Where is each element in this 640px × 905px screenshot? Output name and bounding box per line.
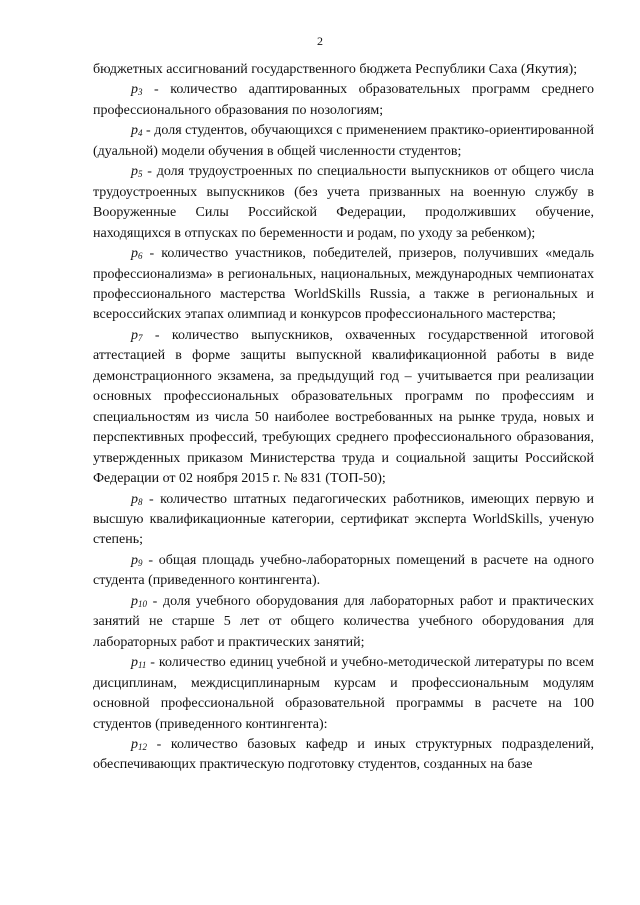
paragraph-text: - количество штатных педагогических работников, имеющих первую и высшую квалификационные категории, сертификат эксперта WorldSkills, ученую степень; [93,491,594,548]
indicator-symbol: $p_9$ [131,552,143,568]
paragraph-p3 [93,80,594,121]
paragraph-p6 [93,244,594,326]
page-number: 2 [317,34,323,48]
paragraph-text: - доля трудоустроенных по специальности выпускников от общего числа трудоустроенных выпускников (без учета призванных на военную службу в Вооруженные Силы Российской Федерации, продолживших обучение, находящихся в отпусках по беременности и родам, по уходу за ребенком); [93,164,594,241]
paragraph-text: - доля учебного оборудования для лабораторных работ и практических занятий не старше 5 лет от общего количества учебного оборудования для лабораторных работ и практических занятий; [93,593,594,650]
paragraph-text: - количество адаптированных образовательных программ среднего профессионального образования по нозологиям; [93,82,594,118]
paragraph-p8 [93,490,594,551]
paragraph-p10 [93,592,594,653]
paragraph-p9 [93,551,594,592]
indicator-symbol: $p_8$ [131,491,143,507]
paragraph-text: - количество единиц учебной и учебно-методической литературы по всем дисциплинам, междисциплинарным курсам и профессиональным модулям основной профессиональной образовательной программы в расчете на 100 студентов (приведенного контингента): [93,655,594,732]
paragraph-text: - доля студентов, обучающихся с применением практико-ориентированной (дуальной) модели обучения в общей численности студентов; [93,123,594,159]
paragraph-p11 [93,653,594,735]
indicator-symbol: $p_7$ [131,327,143,343]
indicator-symbol: $p_6$ [131,246,143,262]
paragraph-text: - общая площадь учебно-лабораторных помещений в расчете на одного студента (приведенного контингента). [93,552,594,589]
paragraph-text: - количество выпускников, охваченных государственной итоговой аттестацией в форме защиты выпускной квалификационной работы в виде демонстрационного экзамена, за предыдущий год – учитывается при реализации основных профессиональных образовательных программ по профессиям и специальностям из числа 50 наиболее востребованных на рынке труда, новых и перспективных профессий, требующих среднего профессионального образования, утвержденных приказом Министерства труда и социальной защиты Российской Федерации от 02 ноября 2015 г. № 831 (ТОП-50); [93,327,594,487]
indicator-symbol: $p_4$ [131,123,143,139]
paragraph-p12 [93,735,594,776]
paragraph-p7 [93,326,594,490]
paragraph-continuation [93,60,594,80]
document-body [93,60,594,776]
paragraph-p4 [93,121,594,162]
indicator-symbol: $p_5$ [131,164,143,180]
indicator-symbol: $p_3$ [131,82,143,98]
paragraph-text: - количество участников, победителей, призеров, получивших «медаль профессионализма» в региональных, национальных, международных чемпионатах профессионального мастерства WorldSkills Russia, а также в региональных и всероссийских этапах олимпиад и конкурсов профессионального мастерства; [93,246,594,323]
indicator-symbol: $p_{11}$ [131,655,147,671]
paragraph-p5 [93,162,594,244]
paragraph-text: - количество базовых кафедр и иных структурных подразделений, обеспечивающих практическую подготовку студентов, созданных на базе [93,736,594,773]
paragraph-text: бюджетных ассигнований государственного бюджета Республики Саха (Якутия); [93,62,578,77]
indicator-symbol: $p_{10}$ [131,593,147,609]
indicator-symbol: $p_{12}$ [131,736,147,752]
